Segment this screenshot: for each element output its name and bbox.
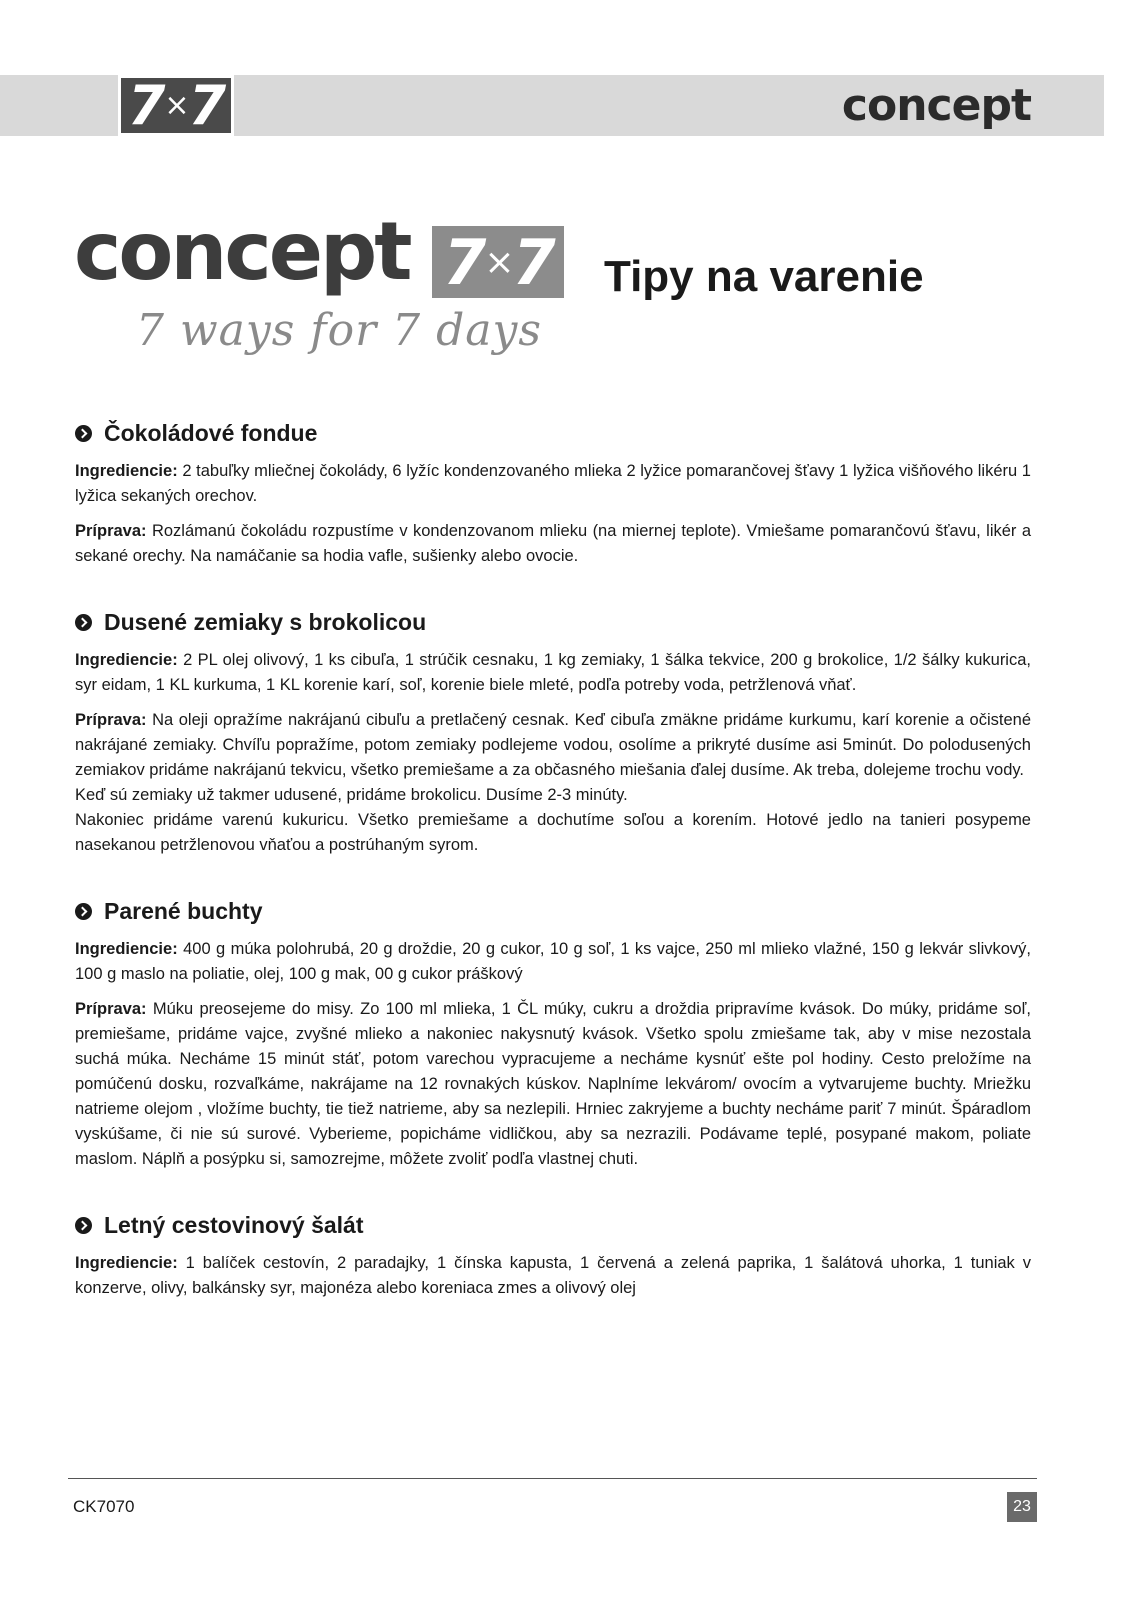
hero-badge-times: × xyxy=(484,241,512,283)
ingredients-label: Ingrediencie: xyxy=(75,1254,178,1272)
arrow-bullet-icon xyxy=(75,903,92,920)
preparation-line: Keď sú zemiaky už takmer udusené, pridáme brokolicu. Dusíme 2-3 minúty. xyxy=(75,786,628,804)
ingredients-label: Ingrediencie: xyxy=(75,651,178,669)
preparation-label: Príprava: xyxy=(75,522,147,540)
hero-concept-logo: concept xyxy=(74,205,410,298)
preparation-text: Rozlámanú čokoládu rozpustíme v kondenzovanom mlieku (na miernej teplote). Vmiešame pomarančovú šťavu, likér a sekané orechy. Na namáčanie sa hodia vafle, sušienky alebo ovocie. xyxy=(75,522,1031,565)
arrow-bullet-icon xyxy=(75,425,92,442)
recipe-title: Čokoládové fondue xyxy=(104,420,318,446)
header-badge-times: × xyxy=(164,88,188,123)
recipe-section xyxy=(75,1212,1031,1301)
page-number: 23 xyxy=(1007,1492,1037,1522)
hero-badge-left: 7 xyxy=(443,225,484,299)
header-concept-logo: concept xyxy=(841,80,1031,131)
recipe-ingredients xyxy=(75,648,1031,698)
recipe-heading xyxy=(75,898,1031,925)
recipe-heading xyxy=(75,1212,1031,1239)
header-badge-left: 7 xyxy=(127,74,164,137)
recipe-section xyxy=(75,609,1031,858)
recipe-title: Dusené zemiaky s brokolicou xyxy=(104,609,427,635)
preparation-label: Príprava: xyxy=(75,1000,147,1018)
recipe-preparation xyxy=(75,708,1031,858)
preparation-label: Príprava: xyxy=(75,711,147,729)
ingredients-label: Ingrediencie: xyxy=(75,462,178,480)
hero-7x7-logo xyxy=(432,226,564,298)
recipe-title: Parené buchty xyxy=(104,898,263,924)
recipe-ingredients xyxy=(75,1251,1031,1301)
recipe-preparation xyxy=(75,519,1031,569)
recipe-heading xyxy=(75,420,1031,447)
header-7x7-logo xyxy=(118,75,234,136)
footer-divider xyxy=(68,1478,1037,1479)
recipe-section xyxy=(75,898,1031,1172)
recipe-preparation xyxy=(75,997,1031,1172)
recipe-title: Letný cestovinový šalát xyxy=(104,1212,364,1238)
header-badge-right: 7 xyxy=(188,74,225,137)
recipe-section xyxy=(75,420,1031,569)
recipe-ingredients xyxy=(75,459,1031,509)
ingredients-text: 1 balíček cestovín, 2 paradajky, 1 čínska kapusta, 1 červená a zelená paprika, 1 šalátová uhorka, 1 tuniak v konzerve, olivy, balkánsky syr, majonéza alebo koreniaca zmes a olivový olej xyxy=(75,1254,1031,1297)
recipe-ingredients xyxy=(75,937,1031,987)
preparation-line: Nakoniec pridáme varenú kukuricu. Všetko premiešame a dochutíme soľou a korením. Hotové jedlo na tanieri posypeme nasekanou petržlenovou vňaťou a postrúhaným syrom. xyxy=(75,811,1031,854)
hero-badge-right: 7 xyxy=(512,225,553,299)
page-title: Tipy na varenie xyxy=(604,252,924,301)
model-number: CK7070 xyxy=(73,1497,135,1516)
recipes-content xyxy=(75,420,1031,1341)
arrow-bullet-icon xyxy=(75,1217,92,1234)
arrow-bullet-icon xyxy=(75,614,92,631)
hero-tagline: 7 ways for 7 days xyxy=(136,305,542,356)
recipe-heading xyxy=(75,609,1031,636)
ingredients-text: 2 tabuľky mliečnej čokolády, 6 lyžíc kondenzovaného mlieka 2 lyžice pomarančovej šťavy 1 lyžica višňového likéru 1 lyžica sekaných orechov. xyxy=(75,462,1031,505)
preparation-text: Múku preosejeme do misy. Zo 100 ml mlieka, 1 ČL múky, cukru a droždia pripravíme kvások. Do múky, pridáme soľ, premiešame, pridáme vajce, zvyšné mlieko a nakoniec nakysnutý kvások. Všetko spolu zmiešame tak, aby v mise nezostala suchá múka. Necháme 15 minút stáť, potom varechou vypracujeme a necháme kysnúť ešte pol hodiny. Cesto preložíme na pomúčenú dosku, rozvaľkáme, nakrájame na 12 rovnakých kúskov. Naplníme lekvárom/ ovocím a vytvarujeme buchty. Mriežku natrieme olejom , vložíme buchty, tie tiež natrieme, aby sa nezlepili. Hrniec zakryjeme a buchty necháme pariť 7 minút. Špáradlom vyskúšame, či nie sú surové. Vyberieme, popicháme vidličkou, aby sa nezrazili. Podávame teplé, posypané makom, poliate maslom. Náplň a posýpku si, samozrejme, môžete zvoliť podľa vlastnej chuti. xyxy=(75,1000,1031,1168)
ingredients-label: Ingrediencie: xyxy=(75,940,178,958)
ingredients-text: 400 g múka polohrubá, 20 g droždie, 20 g cukor, 10 g soľ, 1 ks vajce, 250 ml mlieko vlažné, 150 g lekvár slivkový, 100 g maslo na poliatie, olej, 100 g mak, 00 g cukor práškový xyxy=(75,940,1031,983)
preparation-text: Na oleji opražíme nakrájanú cibuľu a pretlačený cesnak. Keď cibuľa zmäkne pridáme kurkumu, karí korenie a očistené nakrájané zemiaky. Chvíľu popražíme, potom zemiaky podlejeme vodou, osolíme a prikryté dusíme asi 5minút. Do polodusených zemiakov pridáme nakrájanú tekvicu, všetko premiešame a za občasného miešania ďalej dusíme. Ak treba, dolejeme trochu vody. xyxy=(75,711,1031,779)
ingredients-text: 2 PL olej olivový, 1 ks cibuľa, 1 strúčik cesnaku, 1 kg zemiaky, 1 šálka tekvice, 200 g brokolice, 1/2 šálky kukurica, syr eidam, 1 KL kurkuma, 1 KL korenie karí, soľ, korenie biele mleté, podľa potreby voda, petržlenová vňať. xyxy=(75,651,1031,694)
